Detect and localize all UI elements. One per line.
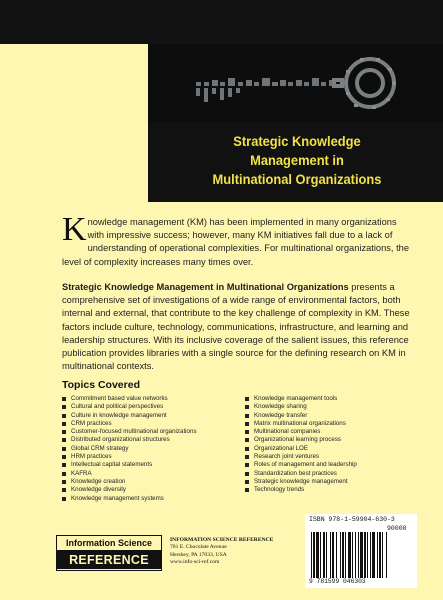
cover-title [160, 132, 434, 189]
topic-item: Knowledge management tools [245, 395, 357, 403]
topic-item: Organizational LOE [245, 445, 357, 453]
cover-hero-panel [148, 44, 443, 202]
topic-item: Organizational learning process [245, 436, 357, 444]
top-black-band [0, 0, 443, 44]
topics-heading: Topics Covered [62, 379, 140, 391]
topic-item: Cultural and political perspectives [62, 403, 197, 411]
topic-item: Standardization best practices [245, 470, 357, 478]
isbn-barcode [305, 514, 417, 588]
barcode-bars [311, 532, 413, 578]
publisher-street: 701 E. Chocolate Avenue [170, 544, 227, 551]
topic-item: CRM practices [62, 420, 197, 428]
topic-item: Strategic knowledge management [245, 478, 357, 486]
topic-item: Culture in knowledge management [62, 412, 197, 420]
description-text: presents a comprehensive set of investigations of a wide range of environmental factors, both internal and external, that contribute to the key challenge of complexity in KM. These factors include culture, technology, communications, infrastructure, and learning and leadership structures. With its inclusive coverage of the salient issues, this reference publication provides libraries with a single source for the defining research on KM in multinational contexts. [62, 282, 410, 372]
topic-item: Customer-focused multinational organizations [62, 428, 197, 436]
topic-item: Knowledge sharing [245, 403, 357, 411]
publisher-logo [56, 535, 162, 571]
topic-item: Knowledge transfer [245, 412, 357, 420]
topic-item: Roles of management and leadership [245, 461, 357, 469]
topic-item: Knowledge creation [62, 478, 197, 486]
price-code: 90000 [387, 525, 407, 532]
description-paragraph [62, 281, 412, 373]
cover-title-line-1: Strategic Knowledge [233, 133, 361, 149]
barcode-digits: 9 781599 046303 [309, 578, 366, 585]
isbn-text: ISBN 978-1-59904-630-3 [309, 516, 395, 523]
publisher-city: Hershey, PA 17033, USA [170, 551, 227, 558]
cover-title-line-2: Management in [250, 152, 344, 168]
topic-item: Knowledge management systems [62, 495, 197, 503]
key-illustration [148, 44, 443, 122]
topic-item: Matrix multinational organizations [245, 420, 357, 428]
publisher-name: INFORMATION SCIENCE REFERENCE [170, 537, 274, 543]
topic-item: Technology trends [245, 486, 357, 494]
drop-cap: K [62, 211, 87, 248]
topic-item: Global CRM strategy [62, 445, 197, 453]
publisher-address [170, 537, 273, 567]
intro-paragraph [62, 211, 412, 269]
cover-title-line-3: Multinational Organizations [212, 171, 382, 187]
publisher-web: www.info-sci-ref.com [170, 559, 220, 566]
topic-item: Multinational companies [245, 428, 357, 436]
topic-item: Knowledge diversity [62, 486, 197, 494]
logo-top-text: Information Science [57, 536, 161, 551]
topics-list-right [245, 395, 357, 495]
topic-item: HRM practices [62, 453, 197, 461]
topic-item: Distributed organizational structures [62, 436, 197, 444]
topic-item: Intellectual capital statements [62, 461, 197, 469]
logo-bottom-text: REFERENCE [57, 551, 161, 569]
topic-item: Commitment based value networks [62, 395, 197, 403]
intro-text: nowledge management (KM) has been implemented in many organizations with impressive success; however, many KM initiatives fall due to a lack of understanding of operational complexities. For multinational organizations, the level of complexity increases many times over. [62, 217, 410, 267]
book-title-inline: Strategic Knowledge Management in Multinational Organizations [62, 282, 349, 292]
topic-item: KAFRA [62, 470, 197, 478]
topic-item: Research joint ventures [245, 453, 357, 461]
topics-list-left [62, 395, 197, 503]
